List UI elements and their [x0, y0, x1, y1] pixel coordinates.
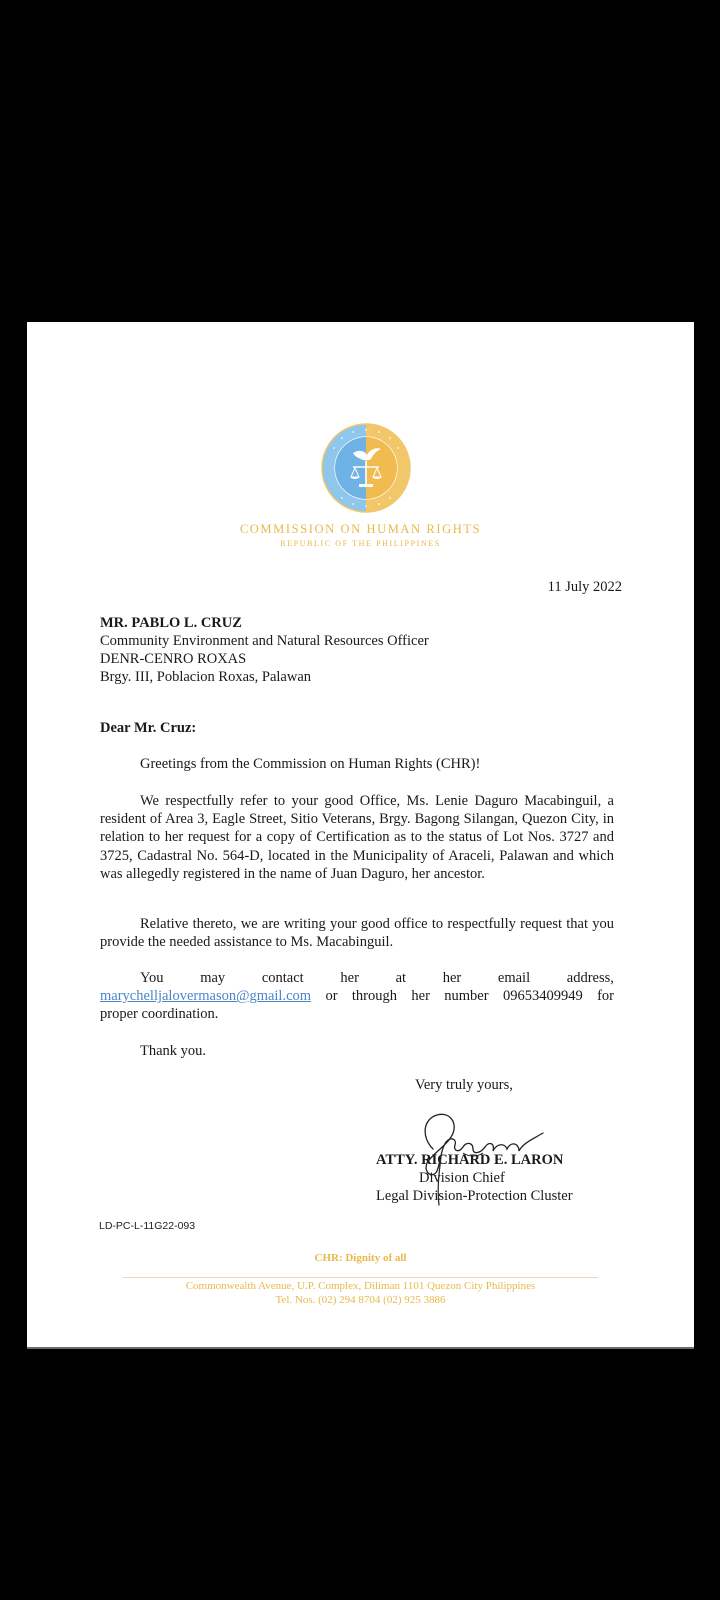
- contact-word: number: [444, 988, 489, 1005]
- paragraph-referral: We respectfully refer to your good Office, Ms. Lenie Daguro Macabinguil, a resident of Area 3, Eagle Street, Sitio Veterans, Brgy. Bagong Silangan, Quezon City, in relation to her request for a copy of Certification as to the status of Lot Nos. 3727 and 3725, Cadastral No. 564-D, located in the Municipality of Araceli, Palawan and which was allegedly registered in the name of Juan Daguro, her ancestor.: [100, 793, 614, 882]
- page-bottom-edge: [27, 1347, 694, 1349]
- paragraph-greeting: Greetings from the Commission on Human Rights (CHR)!: [140, 756, 481, 772]
- contact-word: contact: [261, 970, 304, 986]
- phone-number: 09653409949: [502, 988, 583, 1005]
- contact-word: through: [351, 988, 398, 1005]
- signer-title: Division Chief: [419, 1170, 505, 1186]
- addressee-office: DENR-CENRO ROXAS: [100, 651, 247, 667]
- chr-seal-icon: [321, 423, 411, 513]
- contact-word: at: [395, 970, 407, 986]
- agency-name: COMMISSION ON HUMAN RIGHTS: [239, 522, 482, 536]
- contact-word: You: [140, 970, 164, 986]
- paragraph-thanks: Thank you.: [140, 1043, 207, 1059]
- footer-divider: [123, 1277, 598, 1278]
- letter-date: 11 July 2022: [547, 579, 622, 595]
- contact-word: her: [411, 988, 430, 1005]
- footer-motto: CHR: Dignity of all: [314, 1252, 407, 1264]
- contact-word: or: [325, 988, 338, 1005]
- contact-line-1: [100, 969, 614, 987]
- contact-word: may: [200, 970, 226, 986]
- footer-address: Commonwealth Avenue, U.P. Complex, Diliman 1101 Quezon City Philippines: [185, 1280, 536, 1292]
- contact-line-2: [100, 987, 614, 1005]
- email-link[interactable]: marychelljalovermason@gmail.com: [100, 988, 312, 1005]
- agency-subtitle: REPUBLIC OF THE PHILIPPINES: [280, 539, 441, 548]
- contact-word: her: [442, 970, 462, 986]
- salutation: Dear Mr. Cruz:: [100, 720, 197, 736]
- signer-division: Legal Division-Protection Cluster: [376, 1188, 573, 1204]
- handwritten-signature-icon: [393, 1097, 583, 1207]
- paragraph-request: Relative thereto, we are writing your good office to respectfully request that you provide the needed assistance to Ms. Macabinguil.: [100, 916, 614, 951]
- closing: Very truly yours,: [415, 1077, 513, 1093]
- contact-word: for: [597, 988, 614, 1005]
- contact-word: address,: [566, 970, 614, 986]
- contact-word: her: [340, 970, 359, 986]
- letter-page: [27, 322, 694, 1348]
- reference-code: LD-PC-L-11G22-093: [99, 1220, 196, 1232]
- paragraph-contact: [100, 969, 614, 1024]
- addressee-address: Brgy. III, Poblacion Roxas, Palawan: [100, 669, 312, 685]
- contact-line-3: proper coordination.: [100, 1006, 219, 1023]
- addressee-title: Community Environment and Natural Resources Officer: [100, 633, 429, 649]
- addressee-name: MR. PABLO L. CRUZ: [100, 615, 242, 631]
- contact-word: email: [497, 970, 531, 986]
- footer-telephone: Tel. Nos. (02) 294 8704 (02) 925 3886: [275, 1294, 446, 1306]
- signer-name: ATTY. RICHARD E. LARON: [376, 1152, 564, 1168]
